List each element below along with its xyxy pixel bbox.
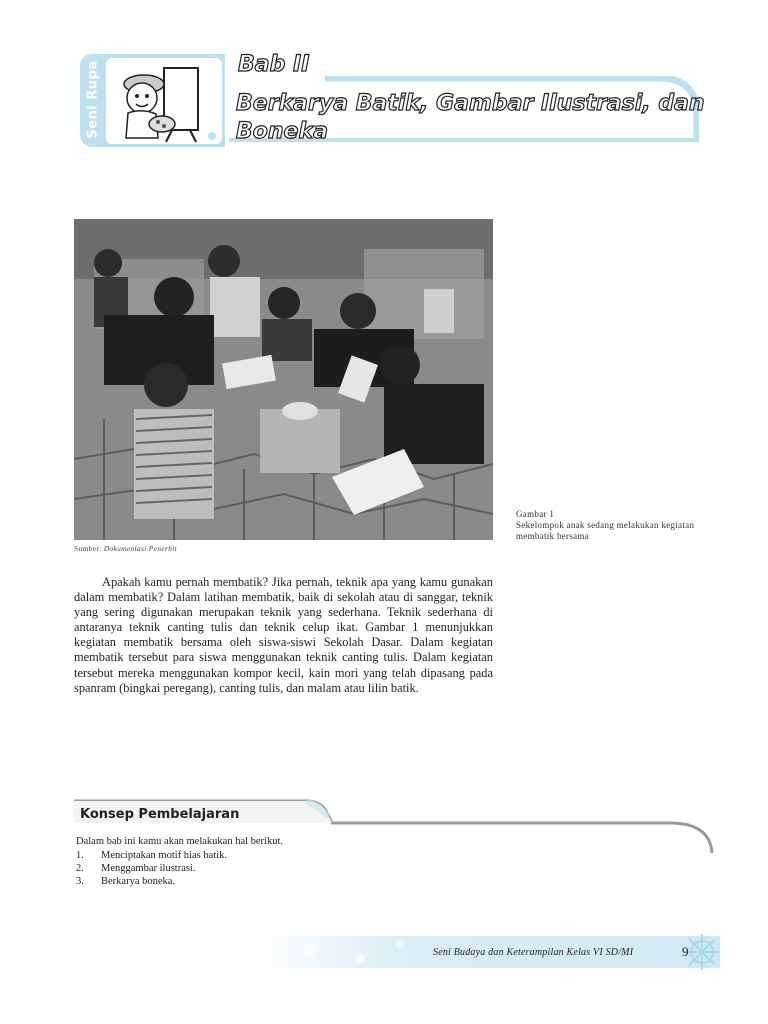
source-name: Dokumentasi Penerbit bbox=[103, 544, 177, 553]
list-text: Menciptakan motif hias batik. bbox=[101, 850, 227, 861]
konsep-banner bbox=[70, 797, 715, 857]
header-side-tab bbox=[82, 58, 104, 144]
konsep-list bbox=[76, 849, 227, 888]
subject-label: Seni Rupa bbox=[85, 60, 101, 139]
photo-source bbox=[74, 544, 177, 553]
photo-children-batik bbox=[74, 219, 493, 540]
list-text: Menggambar ilustrasi. bbox=[101, 863, 196, 874]
body-text bbox=[74, 575, 493, 696]
list-item bbox=[76, 862, 227, 875]
list-number: 2. bbox=[76, 863, 84, 874]
caption-text: Sekelompok anak sedang melakukan kegiatan membatik bersama bbox=[516, 520, 695, 541]
mascot-painter-icon bbox=[106, 58, 222, 144]
caption-label: Gambar 1 bbox=[516, 509, 555, 519]
list-number: 1. bbox=[76, 850, 84, 861]
chapter-title: Berkarya Batik, Gambar Ilustrasi, dan Boneka bbox=[236, 91, 705, 144]
konsep-intro: Dalam bab ini kamu akan melakukan hal berikut. bbox=[76, 836, 284, 847]
list-item bbox=[76, 875, 227, 888]
list-text: Berkarya boneka. bbox=[101, 876, 176, 887]
list-number: 3. bbox=[76, 876, 84, 887]
figure-caption bbox=[516, 509, 716, 542]
page-number: 9 bbox=[682, 944, 689, 959]
activity-photo bbox=[74, 219, 493, 540]
body-paragraph: Apakah kamu pernah membatik? Jika pernah, teknik apa yang kamu gunakan dalam membatik? Dalam latihan membatik, baik di sekolah atau di sanggar, teknik yang sering digunakan merupakan teknik yang sederhana. Teknik sederhana di antaranya teknik canting tulis dan teknik celup ikat. Gambar 1 menunjukkan kegiatan membatik bersama oleh siswa-siswi Sekolah Dasar. Dalam kegiatan membatik tersebut para siswa menggunakan teknik canting tulis. Dalam kegiatan tersebut mereka menggunakan kompor kecil, kain mori yang telah dipasang pada spanram (bingkai peregang), canting tulis, dan malam atau lilin batik. bbox=[74, 575, 493, 695]
konsep-title: Konsep Pembelajaran bbox=[80, 807, 240, 822]
source-prefix: Sumber: bbox=[74, 544, 104, 553]
mascot-illustration bbox=[106, 58, 222, 144]
list-item bbox=[76, 849, 227, 862]
chapter-number: Bab II bbox=[238, 52, 310, 77]
footer-book-title: Seni Budaya dan Keterampilan Kelas VI SD/MI bbox=[433, 947, 634, 958]
